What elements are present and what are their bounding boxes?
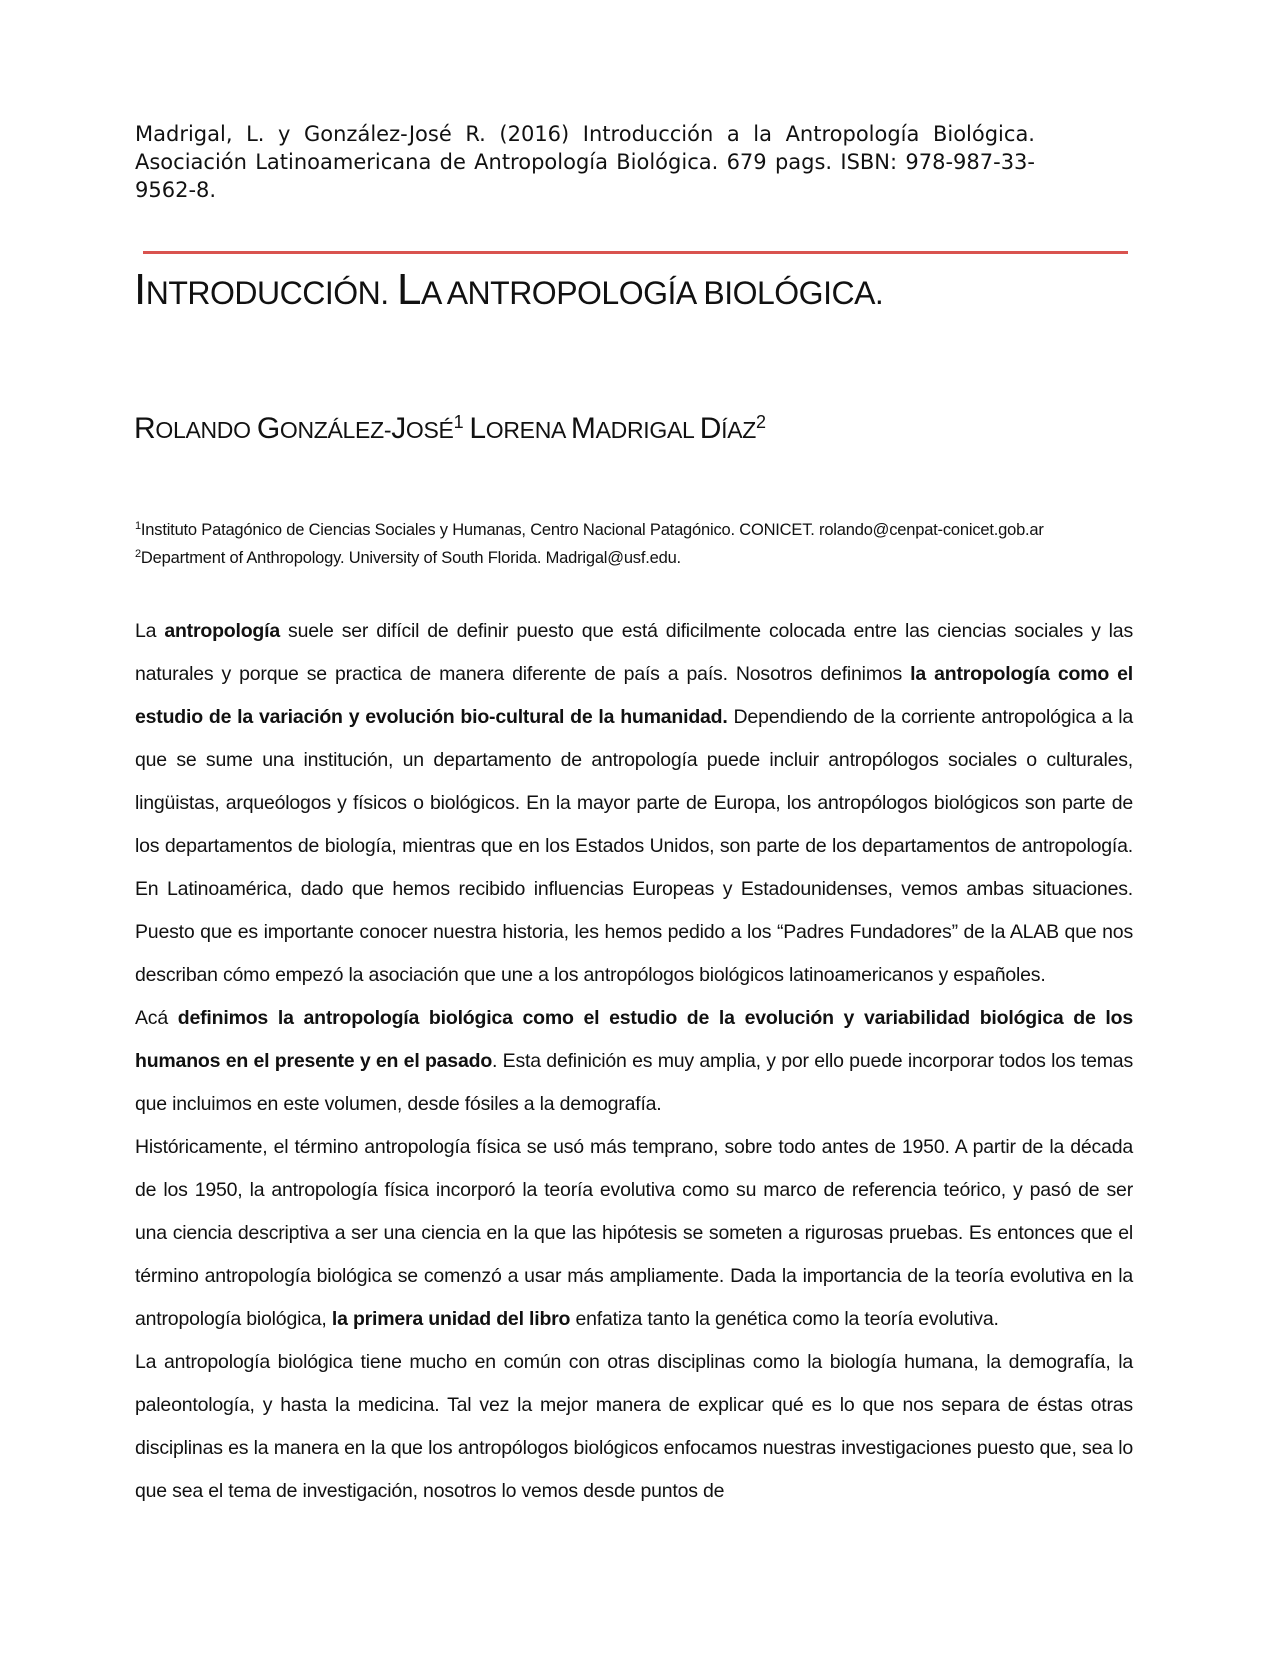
paragraph-4-text-a: La antropología biológica tiene mucho en común con otras disciplinas como la biología humana, la demografía, la paleontología, y hasta la medicina. Tal vez la mejor manera de explicar qué es lo que nos separa de éstas otras disciplinas es la manera en la que los antropólogos biológicos enfocamos nuestras investigaciones puesto que, sea lo que sea el tema de investigación, nosotros lo vemos desde puntos de <box>135 1351 1133 1502</box>
author2-affiliation-marker: 2 <box>756 412 766 432</box>
author1-initial-2: G <box>256 412 280 445</box>
author1-initial-1: R <box>134 412 156 445</box>
paragraph-1-text-a: La <box>135 620 165 642</box>
author1-rest-2: ONZÁLEZ- <box>279 417 392 443</box>
affiliation-1 <box>135 514 1135 542</box>
paragraph-1 <box>135 610 1133 997</box>
title-initial-2: L <box>397 265 421 314</box>
paragraph-2 <box>135 997 1133 1126</box>
affiliation-2-text: Department of Anthropology. University of South Florida. Madrigal@usf.edu. <box>140 549 681 567</box>
title-initial-1: I <box>134 265 146 314</box>
author2-initial-1: L <box>469 412 486 445</box>
affiliation-1-marker: 1 <box>135 520 141 532</box>
author1-affiliation-marker: 1 <box>453 412 464 432</box>
paragraph-4 <box>135 1341 1133 1513</box>
title-rest-1: NTRODUCCIÓN. <box>145 275 397 311</box>
chapter-title <box>134 265 1134 315</box>
body-text <box>135 610 1133 1513</box>
author2-rest-2: ADRIGAL <box>595 417 700 443</box>
paragraph-2-text-b: . Esta definición es muy amplia, y por ello puede incorporar todos los temas que incluimos en este volumen, desde fósiles a la demografía. <box>135 1050 1133 1115</box>
title-rest-2: A ANTROPOLOGÍA BIOLÓGICA. <box>420 275 884 311</box>
paragraph-1-text-c: Dependiendo de la corriente antropológica a la que se sume una institución, un departamento de antropología puede incluir antropólogos sociales o culturales, lingüistas, arqueólogos y físicos o biológicos. En la mayor parte de Europa, los antropólogos biológicos son parte de los departamentos de biología, mientras que en los Estados Unidos, son parte de los departamentos de antropología. En Latinoamérica, dado que hemos recibido influencias Europeas y Estadounidenses, vemos ambas situaciones. Puesto que es importante conocer nuestra historia, les hemos pedido a los “Padres Fundadores” de la ALAB que nos describan cómo empezó la asociación que une a los antropólogos biológicos latinoamericanos y españoles. <box>135 706 1133 986</box>
author2-rest-1: ORENA <box>485 417 571 443</box>
paragraph-3-text-a: Históricamente, el término antropología física se usó más temprano, sobre todo antes de 1950. A partir de la década de los 1950, la antropología física incorporó la teoría evolutiva como su marco de referencia teórico, y pasó de ser una ciencia descriptiva a ser una ciencia en la que las hipótesis se someten a rigurosas pruebas. Es entonces que el término antropología biológica se comenzó a usar más ampliamente. Dada la importancia de la teoría evolutiva en la antropología biológica, <box>135 1136 1133 1330</box>
author2-initial-2: M <box>570 412 596 445</box>
title-divider-rule <box>143 251 1128 254</box>
author2-rest-3: ÍAZ <box>721 417 756 443</box>
author2-initial-3: D <box>699 412 722 445</box>
authors-line <box>134 404 1134 448</box>
paragraph-3-bold-a: la primera unidad del libro <box>331 1308 571 1330</box>
paragraph-2-text-a: Acá <box>135 1007 178 1029</box>
paragraph-3 <box>135 1126 1133 1341</box>
author1-rest-3: OSÉ <box>405 417 454 443</box>
paragraph-1-bold-b: la antropología como el estudio de la variación y evolución bio-cultural de la humanidad. <box>135 663 1133 728</box>
paragraph-1-text-b: suele ser difícil de definir puesto que está dificilmente colocada entre las ciencias sociales y las naturales y porque se practica de manera diferente de país a país. Nosotros definimos <box>135 620 1133 685</box>
paragraph-1-bold-a: antropología <box>164 620 281 642</box>
affiliation-1-text: Instituto Patagónico de Ciencias Sociales y Humanas, Centro Nacional Patagónico. CONICET. rolando@cenpat-conicet.gob.ar <box>140 521 1044 539</box>
affiliation-2-marker: 2 <box>135 548 141 560</box>
affiliations <box>135 514 1135 570</box>
paragraph-2-bold-a: definimos la antropología biológica como el estudio de la evolución y variabilidad biológica de los humanos en el presente y en el pasado <box>135 1007 1133 1072</box>
affiliation-2 <box>135 542 1135 570</box>
author1-rest-1: OLANDO <box>155 417 257 443</box>
author1-initial-3: J <box>391 412 406 445</box>
citation-reference: Madrigal, L. y González-José R. (2016) Introducción a la Antropología Biológica. Asociación Latinoamericana de Antropología Biológica. 679 pags. ISBN: 978-987-33-9562-8. <box>135 122 1035 202</box>
paragraph-3-text-b: enfatiza tanto la genética como la teoría evolutiva. <box>570 1308 999 1330</box>
